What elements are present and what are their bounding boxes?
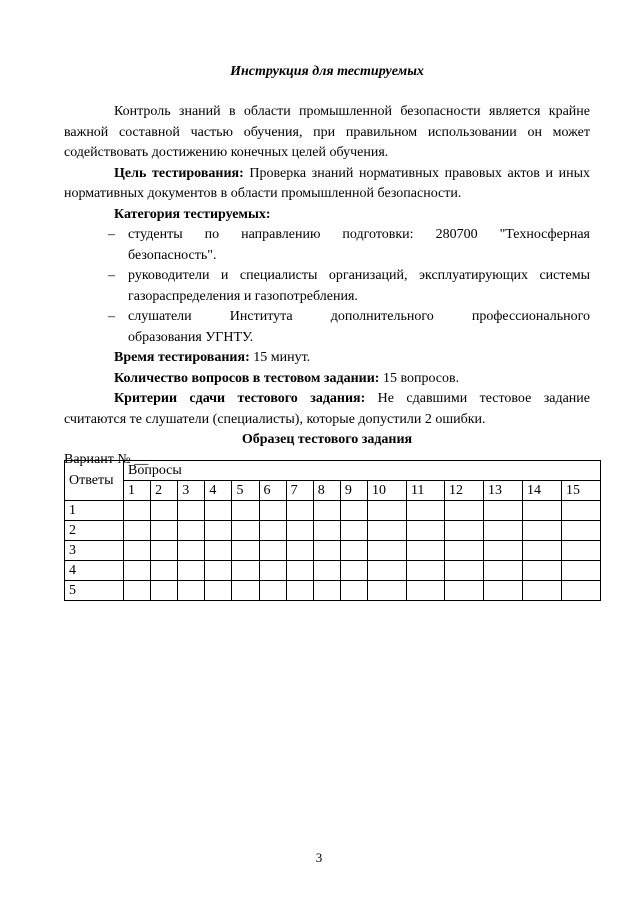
count-label: Количество вопросов в тестовом задании: <box>114 370 380 386</box>
answer-cell[interactable] <box>151 521 178 541</box>
answer-cell[interactable] <box>205 501 232 521</box>
answers-table-wrap <box>64 458 601 601</box>
table-row <box>65 561 601 581</box>
answer-cell[interactable] <box>124 501 151 521</box>
question-number-cell: 8 <box>313 481 340 501</box>
table-row <box>65 501 601 521</box>
category-item <box>64 266 590 307</box>
answer-cell[interactable] <box>178 501 205 521</box>
answer-cell[interactable] <box>205 581 232 601</box>
question-number-cell: 6 <box>259 481 286 501</box>
category-item <box>64 307 590 348</box>
answer-cell[interactable] <box>340 501 367 521</box>
answer-cell[interactable] <box>484 541 523 561</box>
answer-cell[interactable] <box>286 501 313 521</box>
answer-cell[interactable] <box>561 501 600 521</box>
category-item-line2: газораспределения и газопотребления. <box>128 288 358 304</box>
answers-header: Ответы <box>65 461 124 501</box>
table-header-row <box>65 461 601 481</box>
question-number-cell: 5 <box>232 481 259 501</box>
answer-cell[interactable] <box>522 561 561 581</box>
answer-cell[interactable] <box>178 541 205 561</box>
question-number-cell: 3 <box>178 481 205 501</box>
answer-cell[interactable] <box>484 581 523 601</box>
answer-cell[interactable] <box>313 501 340 521</box>
answer-cell[interactable] <box>178 581 205 601</box>
answer-cell[interactable] <box>124 521 151 541</box>
answer-cell[interactable] <box>313 521 340 541</box>
answer-cell[interactable] <box>259 581 286 601</box>
answer-cell[interactable] <box>124 541 151 561</box>
answer-cell[interactable] <box>406 561 444 581</box>
dash-bullet: – <box>108 268 115 283</box>
answer-cell[interactable] <box>522 541 561 561</box>
answer-cell[interactable] <box>367 581 406 601</box>
answer-cell[interactable] <box>232 541 259 561</box>
question-number-cell: 11 <box>406 481 444 501</box>
table-row <box>65 541 601 561</box>
answer-cell[interactable] <box>124 581 151 601</box>
question-number-cell: 13 <box>484 481 523 501</box>
answer-cell[interactable] <box>205 561 232 581</box>
category-item <box>64 225 590 266</box>
answer-cell[interactable] <box>522 581 561 601</box>
answer-cell[interactable] <box>445 581 484 601</box>
answer-cell[interactable] <box>286 521 313 541</box>
answer-cell[interactable] <box>151 501 178 521</box>
answer-cell[interactable] <box>561 561 600 581</box>
answer-cell[interactable] <box>232 501 259 521</box>
answer-cell[interactable] <box>313 581 340 601</box>
question-number-cell: 2 <box>151 481 178 501</box>
answer-cell[interactable] <box>367 561 406 581</box>
answer-cell[interactable] <box>445 521 484 541</box>
answer-cell[interactable] <box>367 501 406 521</box>
answer-cell[interactable] <box>445 501 484 521</box>
answer-cell[interactable] <box>286 541 313 561</box>
answer-cell[interactable] <box>484 501 523 521</box>
sample-title: Образец тестового задания <box>241 432 413 447</box>
answer-cell[interactable] <box>367 541 406 561</box>
time-label: Время тестирования: <box>114 350 250 365</box>
count-text: 15 вопросов. <box>379 370 460 386</box>
answer-row-label: 1 <box>65 501 124 521</box>
answer-cell[interactable] <box>522 521 561 541</box>
answer-cell[interactable] <box>406 501 444 521</box>
answer-cell[interactable] <box>340 581 367 601</box>
answer-row-label: 2 <box>65 521 124 541</box>
answer-cell[interactable] <box>340 561 367 581</box>
question-number-cell: 7 <box>286 481 313 501</box>
answer-cell[interactable] <box>445 561 484 581</box>
answer-cell[interactable] <box>313 541 340 561</box>
question-number-cell: 15 <box>561 481 600 501</box>
answer-row-label: 4 <box>65 561 124 581</box>
dash-bullet: – <box>108 309 115 324</box>
category-item-line1: руководители и специалисты организаций, эксплуатирующих системы <box>128 268 590 283</box>
category-list <box>64 225 590 348</box>
table-row <box>65 521 601 541</box>
answer-row-label: 3 <box>65 541 124 561</box>
answer-cell[interactable] <box>151 541 178 561</box>
answer-cell[interactable] <box>445 541 484 561</box>
time-text: 15 минут. <box>249 350 311 365</box>
criteria-text: Не сдавшими тестовое задание считаются те слушатели (специалисты), которые допустили 2 ошибки. <box>64 391 590 427</box>
answer-cell[interactable] <box>340 541 367 561</box>
question-number-cell: 10 <box>367 481 406 501</box>
question-number-cell: 1 <box>124 481 151 501</box>
questions-header: Вопросы <box>124 461 601 481</box>
answer-cell[interactable] <box>232 561 259 581</box>
answer-cell[interactable] <box>522 501 561 521</box>
answer-cell[interactable] <box>178 561 205 581</box>
question-number-cell: 14 <box>522 481 561 501</box>
answer-cell[interactable] <box>286 581 313 601</box>
category-item-line1: студенты по направлению подготовки: 280700 "Техносферная <box>128 227 590 242</box>
answer-cell[interactable] <box>205 541 232 561</box>
answer-cell[interactable] <box>259 521 286 541</box>
criteria-label: Критерии сдачи тестового задания: <box>114 391 366 406</box>
answer-cell[interactable] <box>561 541 600 561</box>
answer-cell[interactable] <box>286 561 313 581</box>
answer-cell[interactable] <box>406 581 444 601</box>
dash-bullet: – <box>108 227 115 242</box>
category-item-line2: безопасность". <box>128 247 217 263</box>
answer-cell[interactable] <box>406 521 444 541</box>
answer-cell[interactable] <box>484 521 523 541</box>
answer-cell[interactable] <box>151 581 178 601</box>
answer-cell[interactable] <box>259 561 286 581</box>
intro-paragraph: Контроль знаний в области промышленной безопасности является крайне важной составной частью обучения, при правильном использовании он может содействовать достижению конечных целей обучения. <box>64 104 590 160</box>
category-label: Категория тестируемых: <box>114 206 271 222</box>
answer-cell[interactable] <box>561 521 600 541</box>
variant-label: Вариант № __ <box>64 452 149 467</box>
answer-cell[interactable] <box>340 521 367 541</box>
answer-cell[interactable] <box>313 561 340 581</box>
question-number-cell: 12 <box>445 481 484 501</box>
answer-cell[interactable] <box>484 561 523 581</box>
answer-cell[interactable] <box>259 541 286 561</box>
criteria-paragraph <box>64 389 590 430</box>
answer-cell[interactable] <box>232 581 259 601</box>
document-title: Инструкция для тестируемых <box>230 64 424 79</box>
document-body <box>64 62 590 470</box>
goal-text: Проверка знаний нормативных правовых актов и иных нормативных документов в области промышленной безопасности. <box>64 165 590 201</box>
answer-cell[interactable] <box>178 521 205 541</box>
goal-paragraph <box>64 164 590 205</box>
answer-cell[interactable] <box>151 561 178 581</box>
category-item-line1: слушатели Института дополнительного профессионального <box>128 309 590 324</box>
question-number-cell: 4 <box>205 481 232 501</box>
answer-row-label: 5 <box>65 581 124 601</box>
answer-cell[interactable] <box>367 521 406 541</box>
category-item-line2: образования УГНТУ. <box>128 329 254 345</box>
answers-table <box>64 460 601 601</box>
count-paragraph <box>64 369 590 390</box>
answer-cell[interactable] <box>205 521 232 541</box>
question-number-cell: 9 <box>340 481 367 501</box>
answer-cell[interactable] <box>406 541 444 561</box>
answer-cell[interactable] <box>561 581 600 601</box>
answer-cell[interactable] <box>124 561 151 581</box>
goal-label: Цель тестирования: <box>114 165 244 181</box>
time-paragraph <box>64 348 590 369</box>
table-row <box>65 581 601 601</box>
question-numbers-row <box>65 481 601 501</box>
page-number: 3 <box>315 850 323 865</box>
answer-cell[interactable] <box>259 501 286 521</box>
answer-cell[interactable] <box>232 521 259 541</box>
